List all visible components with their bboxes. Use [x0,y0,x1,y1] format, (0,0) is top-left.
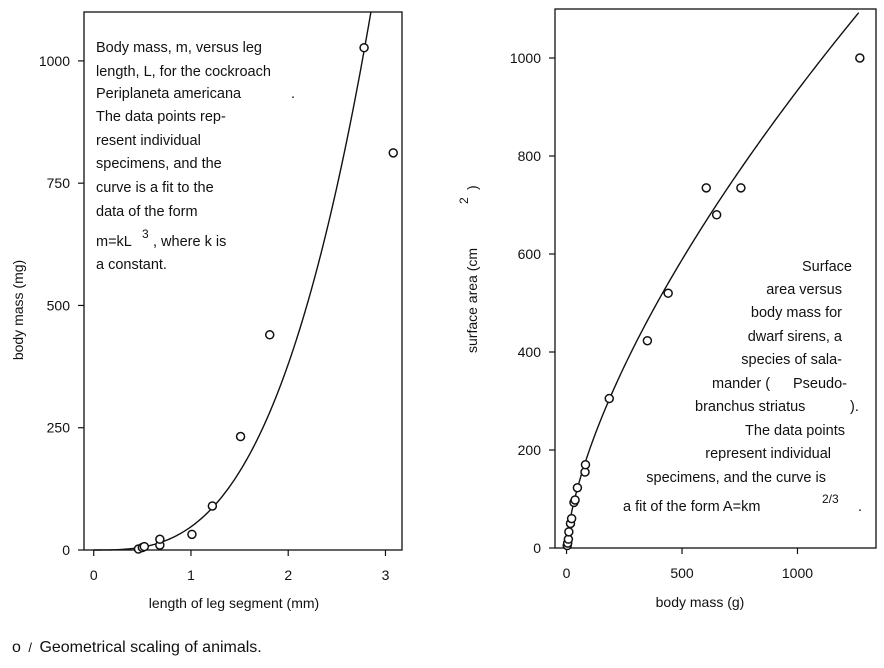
right-y-tick-label: 1000 [509,50,541,66]
left-note-line: Body mass, m, versus leg [96,40,262,56]
right-annotation [623,259,862,515]
left-x-tick-label: 3 [381,567,390,583]
figure-caption [12,639,262,657]
left-data-point [188,530,196,538]
right-y-axis-label-exponent: 2 [457,197,471,204]
right-plot-frame [555,9,876,548]
left-data-point [266,331,274,339]
left-x-axis-label: length of leg segment (mm) [148,595,320,611]
right-note-period: . [858,499,863,515]
left-note-line: data of the form [96,204,198,220]
right-fit-curve [567,13,859,548]
right-data-point [737,184,745,192]
right-y-tick-label: 0 [533,540,541,556]
right-data-point [565,528,573,536]
left-note-species: Periplaneta americana [96,86,242,102]
left-note-line: specimens, and the [96,156,222,172]
right-y-axis-label [457,185,480,353]
right-y-tick-label: 400 [517,344,541,360]
right-data-point [568,515,576,523]
right-y-axis-label-close: ) [464,185,480,190]
right-data-point [643,337,651,345]
right-note-species: Pseudo- [793,376,848,392]
left-y-tick-label: 0 [62,542,70,558]
right-note-exponent: 2/3 [822,492,839,506]
left-note-line: length, L, for the cockroach [96,64,271,80]
left-note-line: curve is a fit to the [96,180,214,196]
right-note-line: ). [850,399,859,415]
right-data-point [856,54,864,62]
right-note-line: specimens, and the curve is [646,470,826,486]
right-y-tick-label: 600 [517,246,541,262]
right-note-line: body mass for [750,305,842,321]
right-note-line: mander ( [712,376,771,392]
left-note-exponent: 3 [142,227,149,241]
right-data-point [573,484,581,492]
caption-text: Geometrical scaling of animals. [39,639,262,656]
left-data-point [208,502,216,510]
left-note-line: resent individual [96,133,201,149]
left-note-line: a constant. [96,257,167,273]
right-note-line: The data points [745,423,845,439]
right-data-point [571,496,579,504]
caption-separator: / [28,640,32,655]
right-y-tick-label: 200 [517,442,541,458]
left-y-tick-label: 500 [46,297,70,314]
right-note-line: represent individual [705,446,831,462]
right-chart [457,9,876,610]
left-note-formula: m=kL [96,234,132,250]
left-annotation [96,40,295,273]
right-note-species: branchus striatus [695,399,806,415]
left-data-point [237,433,245,441]
right-note-formula: a fit of the form A=km [623,499,761,515]
right-data-point [702,184,710,192]
left-chart [10,12,402,611]
right-x-axis-label: body mass (g) [655,594,745,610]
right-note-line: dwarf sirens, a [747,329,842,345]
right-x-tick-label: 1000 [781,565,814,581]
left-x-tick-label: 2 [284,567,293,583]
right-data-point [713,211,721,219]
left-data-point [156,535,164,543]
right-x-tick-label: 0 [562,565,571,581]
right-y-axis-label-text: surface area (cm [464,247,480,353]
left-y-tick-label: 750 [46,175,70,192]
left-note-period: . [291,86,296,102]
left-x-tick-label: 0 [89,567,98,583]
right-data-point [664,289,672,297]
left-data-point [389,149,397,157]
right-y-tick-label: 800 [517,148,541,164]
left-note-line: , where k is [153,234,227,250]
left-data-point [360,44,368,52]
right-note-line: species of sala- [741,352,842,368]
caption-marker: o [12,639,21,656]
right-x-tick-label: 500 [670,565,694,581]
left-y-axis-label: body mass (mg) [10,259,26,361]
left-note-line: The data points rep- [96,109,226,125]
right-data-point [605,395,613,403]
left-y-tick-label: 250 [46,419,70,436]
right-data-point [581,461,589,469]
left-y-tick-label: 1000 [38,52,70,69]
left-data-point [140,543,148,551]
left-x-tick-label: 1 [187,567,195,583]
right-note-line: area versus [766,282,842,298]
right-note-line: Surface [802,259,852,275]
